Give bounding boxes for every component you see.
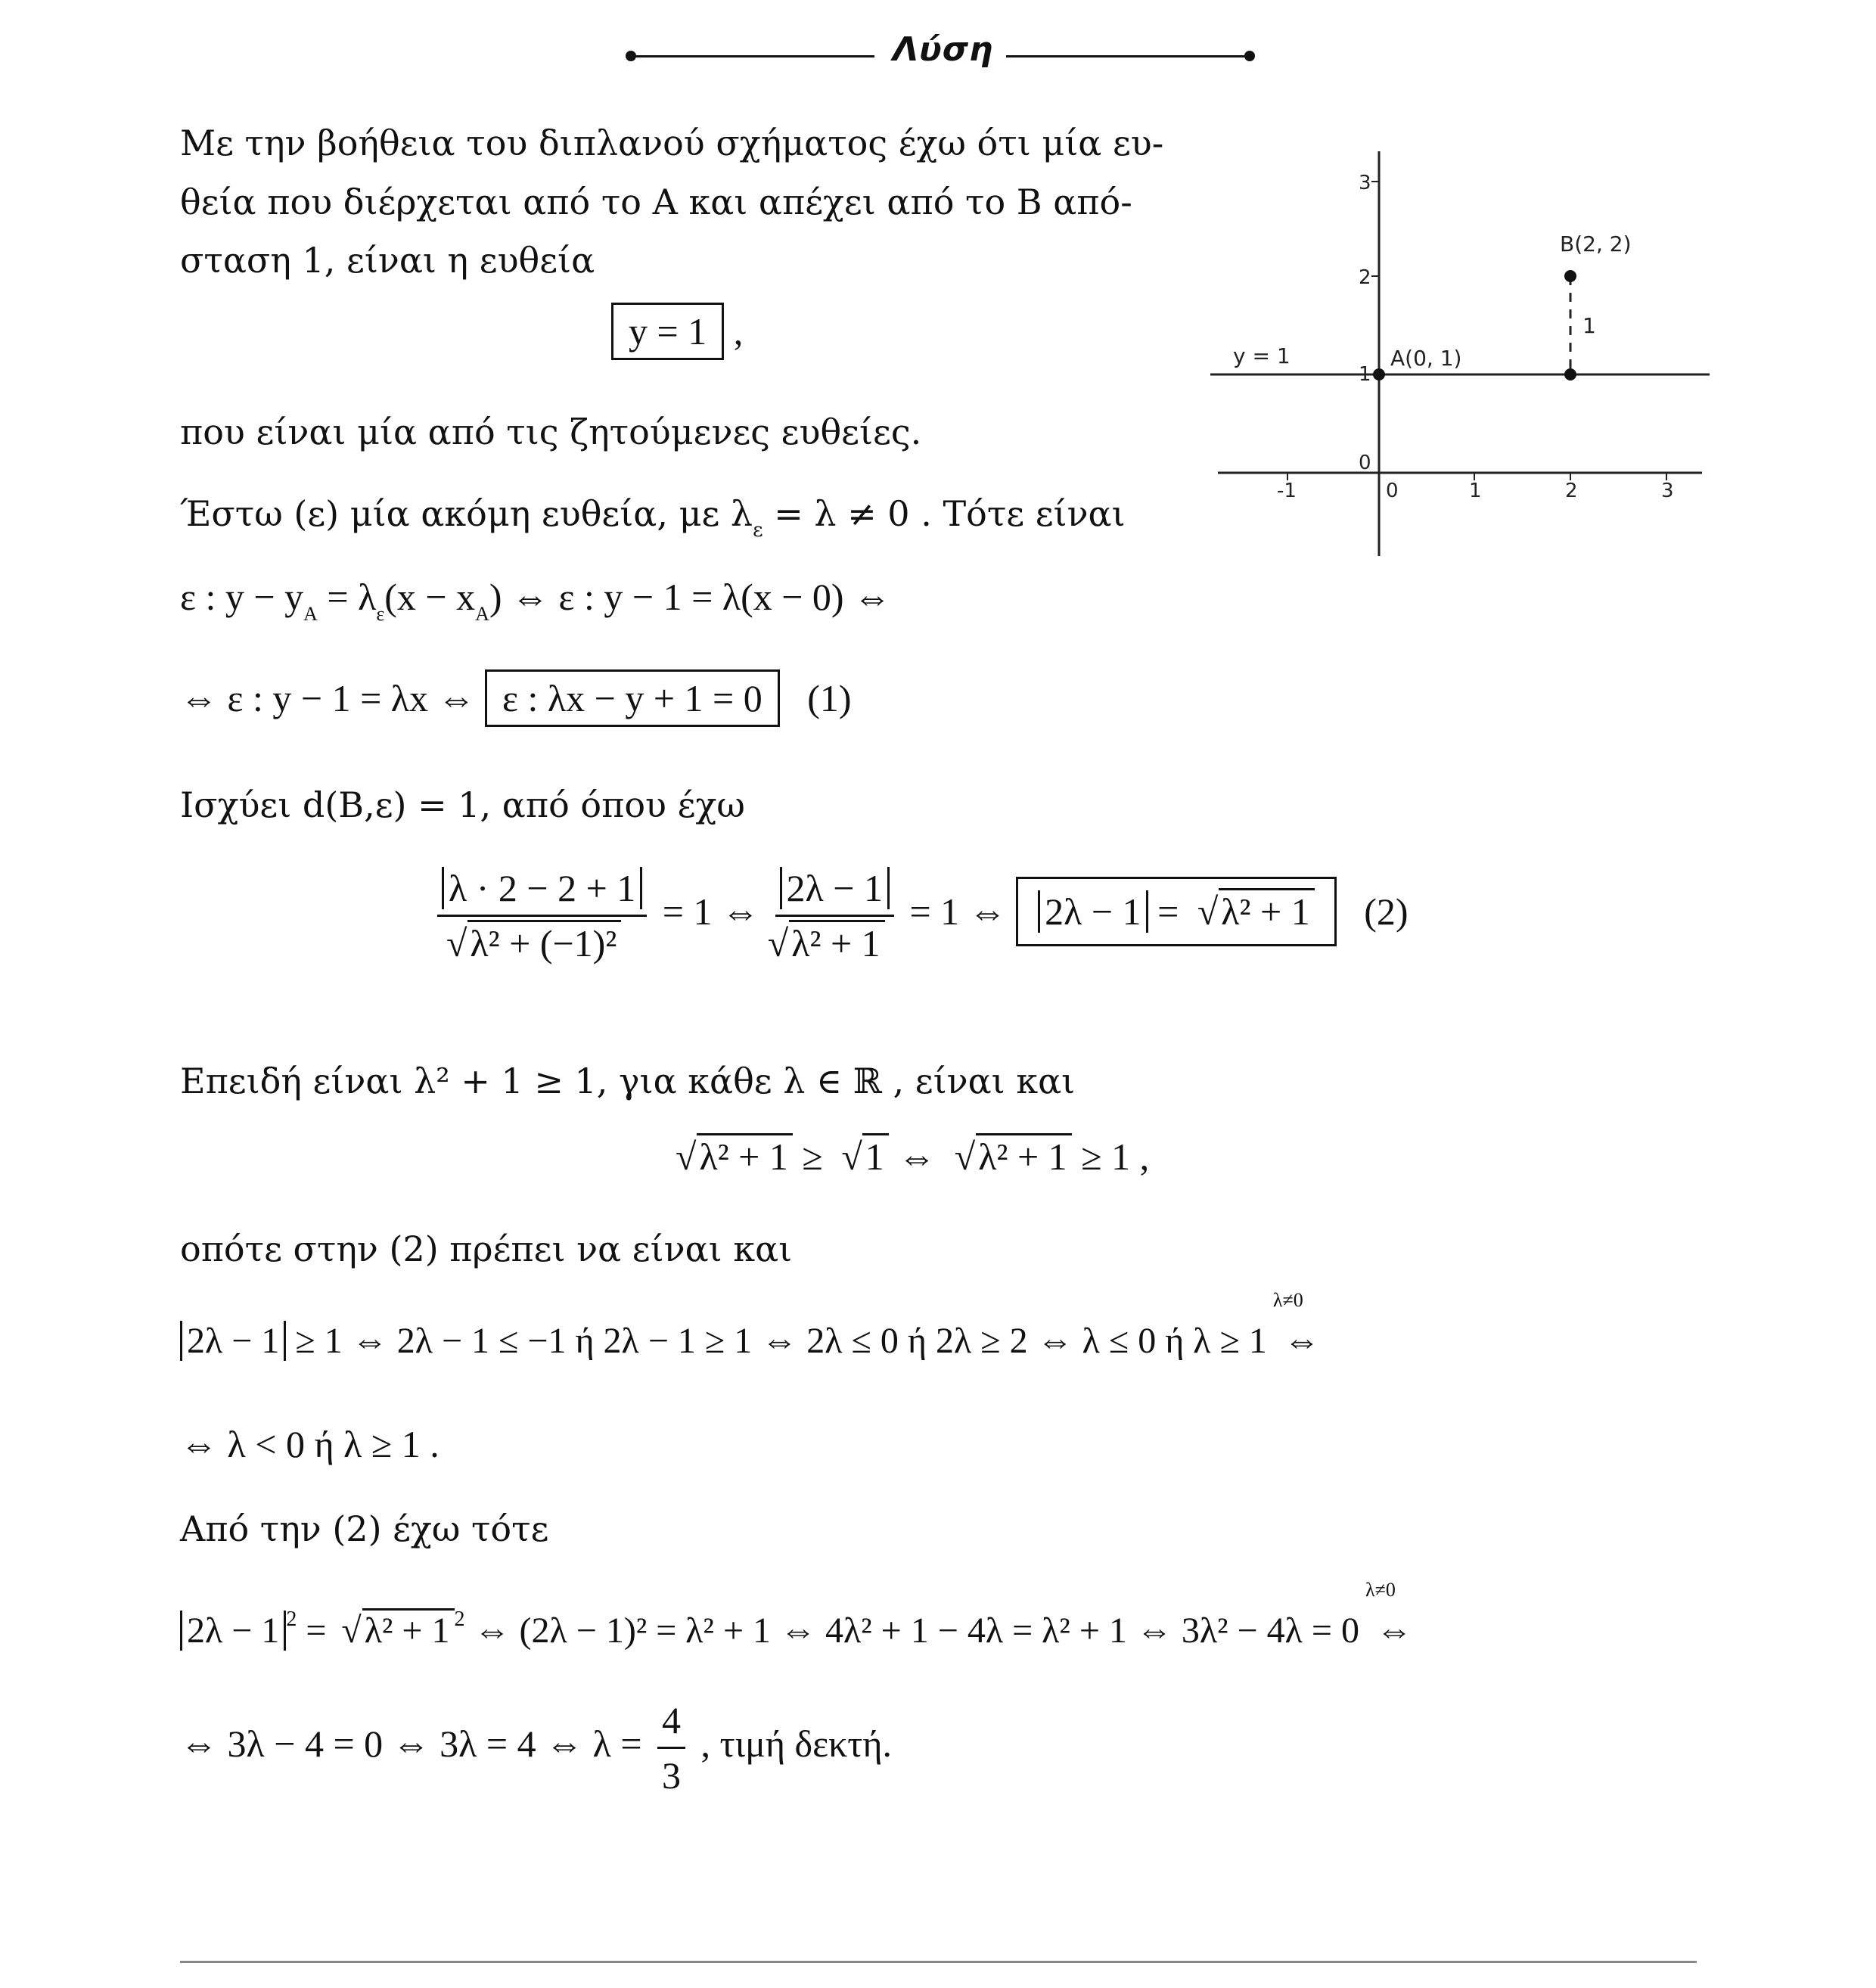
y-tick-label: 3 <box>1359 172 1371 194</box>
point-b <box>1564 270 1576 282</box>
comma: , <box>733 310 744 353</box>
fraction-1: λ · 2 − 2 + 1 √ λ² + (−1)² <box>437 866 647 965</box>
foot-point <box>1564 368 1576 381</box>
boxed-equation-y1 <box>611 303 743 360</box>
point-a <box>1373 368 1385 381</box>
boxed-line-equation: ε : λx − y + 1 = 0 <box>485 669 780 727</box>
fraction-four-thirds: $\frac{4}{3}$ <box>657 1698 685 1797</box>
title-left-rule <box>631 55 874 57</box>
step3-text: Ισχύει d(Β,ε) = 1, από όπου έχω <box>180 784 745 825</box>
y-tick-label: 1 <box>1359 363 1371 386</box>
page-title: Λύση <box>893 30 994 69</box>
distance-label: 1 <box>1582 313 1596 338</box>
step5-equation-1: 2λ − 1 ≥ 1 ⇔ 2λ − 1 ≤ −1 ή 2λ − 1 ≥ 1 ⇔ 2λ ≤ 0 ή 2λ ≥ 2 ⇔ λ ≤ 0 ή λ ≥ 1 λ≠0 ⇔ <box>180 1320 1320 1362</box>
y-tick-label: 2 <box>1359 266 1371 289</box>
coordinate-figure <box>1210 148 1710 560</box>
step4-text: Επειδή είναι λ² + 1 ≥ 1, για κάθε λ ∈ ℝ , είναι και <box>180 1061 1076 1101</box>
intro-line-1: Με την βοήθεια του διπλανού σχήματος έχω ότι μία ευ- <box>180 123 1164 163</box>
boxed-abs-equation: 2λ − 1 = √ λ² + 1 <box>1016 877 1337 946</box>
step2-equation-2: ⇔ ε : y − 1 = λx ⇔ ε : λx − y + 1 = 0 (1) <box>180 669 852 727</box>
step2-text: Έστω (ε) μία ακόμη ευθεία, με $\lambda_\varepsilon = \lambda \ne 0$ . Τότε είναι <box>180 493 1126 542</box>
x-tick-label: -1 <box>1277 480 1297 502</box>
title-right-rule <box>1006 55 1250 57</box>
footer-rule <box>180 1961 1697 1963</box>
x-tick-label: 2 <box>1565 480 1578 502</box>
point-b-label: B(2, 2) <box>1560 231 1632 256</box>
step5-text: οπότε στην (2) πρέπει να είναι και <box>180 1229 793 1269</box>
intro-line-2: θεία που διέρχεται από το Α και απέχει από το Β από- <box>180 182 1132 222</box>
intro-line-4: που είναι μία από τις ζητούμενες ευθείες. <box>180 412 922 452</box>
point-a-label: A(0, 1) <box>1390 346 1462 371</box>
boxed-eq-text: y = 1 <box>611 303 724 360</box>
distance-equation: λ · 2 − 2 + 1 √ λ² + (−1)² = 1 ⇔ 2λ − 1 √ λ² + 1 = 1 ⇔ 2λ − 1 = √ λ² + 1 (2) <box>431 866 1409 965</box>
intro-line-3: σταση 1, είναι η ευθεία <box>180 240 595 281</box>
step5-equation-2: ⇔ λ < 0 ή λ ≥ 1 . <box>180 1423 439 1465</box>
step4-equation: √ λ² + 1 ≥ √ 1 ⇔ √ λ² + 1 ≥ 1 , <box>692 1135 1149 1179</box>
step2-equation-1: ε : $y - y_A = \lambda_\varepsilon(x - x_A)$ ⇔ ε : y − 1 = λ(x − 0) ⇔ <box>180 576 892 625</box>
line-label: y = 1 <box>1233 343 1291 368</box>
y-tick-label: 0 <box>1359 452 1371 474</box>
fraction-2: 2λ − 1 √ λ² + 1 <box>775 866 894 965</box>
step6-text: Από την (2) έχω τότε <box>180 1508 549 1549</box>
x-tick-label: 3 <box>1661 480 1674 502</box>
title-right-dot <box>1244 51 1255 61</box>
x-tick-label: 0 <box>1386 480 1399 502</box>
step6-equation-2: ⇔ 3λ − 4 = 0 ⇔ 3λ = 4 ⇔ λ = $\frac{4}{3}$ , τιμή δεκτή. <box>180 1699 893 1797</box>
equation-tag-2: (2) <box>1364 890 1409 933</box>
step6-equation-1: 2λ − 1 $^2$ = √ λ² + 1 $^2$ ⇔ (2λ − 1)² = λ² + 1 ⇔ 4λ² + 1 − 4λ = λ² + 1 ⇔ 3λ² − 4λ = 0 λ≠0 ⇔ <box>180 1607 1412 1651</box>
equation-tag-1: (1) <box>807 677 852 719</box>
x-tick-label: 1 <box>1469 480 1482 502</box>
